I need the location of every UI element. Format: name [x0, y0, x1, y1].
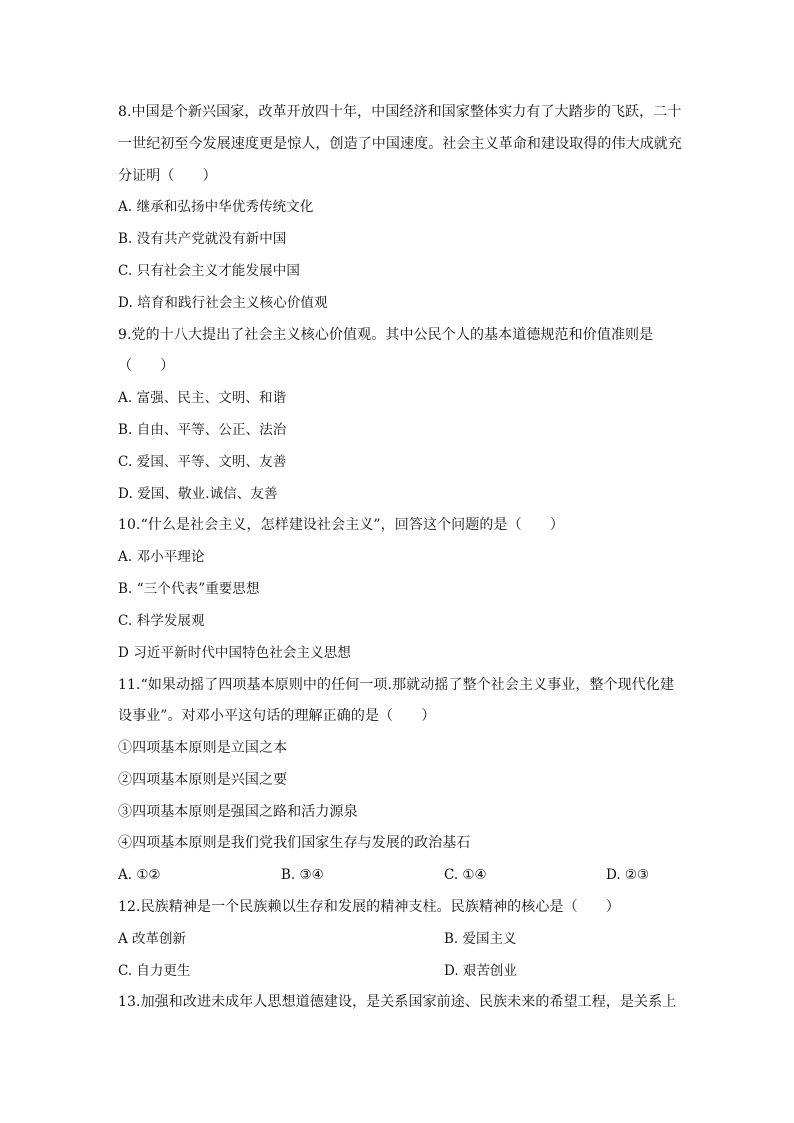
q12-option-a: A 改革创新 — [118, 931, 187, 947]
q12-option-c: C. 自力更生 — [118, 963, 191, 979]
q9-option-a: A. 富强、民主、文明、和谐 — [118, 390, 287, 406]
q10-option-c: C. 科学发展观 — [118, 613, 205, 629]
q8-option-a: A. 继承和弘扬中华优秀传统文化 — [118, 199, 314, 215]
q11-options-row — [118, 865, 680, 885]
q8-stem-line-2: 一世纪初至今发展速度更是惊人，创造了中国速度。社会主义革命和建设取得的伟大成就充 — [118, 136, 682, 152]
q10-option-b: B. “三个代表”重要思想 — [118, 581, 260, 597]
q11-option-d: D. ②③ — [606, 867, 650, 883]
q11-option-b: B. ③④ — [281, 867, 324, 883]
q9-option-b: B. 自由、平等、公正、法治 — [118, 422, 287, 438]
q8-stem-line-1: 8.中国是个新兴国家，改革开放四十年，中国经济和国家整体实力有了大踏步的飞跃，二十 — [118, 104, 682, 120]
q9-option-d: D. 爱国、敬业.诚信、友善 — [118, 486, 278, 502]
q8-option-c: C. 只有社会主义才能发展中国 — [118, 263, 300, 279]
q10-option-d: D 习近平新时代中国特色社会主义思想 — [118, 645, 351, 661]
q12-options-row-1 — [118, 929, 680, 949]
q12-option-d: D. 艰苦创业 — [444, 963, 517, 979]
q12-option-b: B. 爱国主义 — [444, 931, 517, 947]
q9-option-c: C. 爱国、平等、文明、友善 — [118, 454, 287, 470]
q11-statement-3: ③四项基本原则是强国之路和活力源泉 — [118, 804, 358, 820]
q11-statement-2: ②四项基本原则是兴国之要 — [118, 772, 288, 788]
q11-stem-line-1: 11.“如果动摇了四项基本原则中的任何一项.那就动摇了整个社会主义事业，整个现代化建 — [118, 677, 675, 693]
q11-statement-4: ④四项基本原则是我们党我们国家生存与发展的政治基石 — [118, 835, 471, 851]
q11-option-c: C. ①④ — [444, 867, 487, 883]
q11-option-a: A. ①② — [118, 867, 161, 883]
q11-stem-line-2: 设事业”。对邓小平这句话的理解正确的是（ ） — [118, 708, 436, 724]
q11-statement-1: ①四项基本原则是立国之本 — [118, 740, 288, 756]
q8-option-b: B. 没有共产党就没有新中国 — [118, 231, 287, 247]
q12-stem-line-1: 12.民族精神是一个民族赖以生存和发展的精神支柱。民族精神的核心是（ ） — [118, 899, 620, 915]
q10-option-a: A. 邓小平理论 — [118, 549, 205, 565]
q10-stem-line-1: 10.“什么是社会主义，怎样建设社会主义”，回答这个问题的是（ ） — [118, 517, 564, 533]
q8-option-d: D. 培育和践行社会主义核心价值观 — [118, 295, 328, 311]
q8-stem-line-3: 分证明（ ） — [118, 168, 217, 184]
q9-stem-line-1: 9.党的十八大提出了社会主义核心价值观。其中公民个人的基本道德规范和价值准则是 — [118, 327, 654, 343]
q9-stem-line-2: （ ） — [118, 358, 175, 374]
q12-options-row-2 — [118, 961, 680, 981]
q13-stem-line-1: 13.加强和改进未成年人思想道德建设，是关系国家前途、民族未来的希望工程，是关系上 — [118, 994, 677, 1010]
